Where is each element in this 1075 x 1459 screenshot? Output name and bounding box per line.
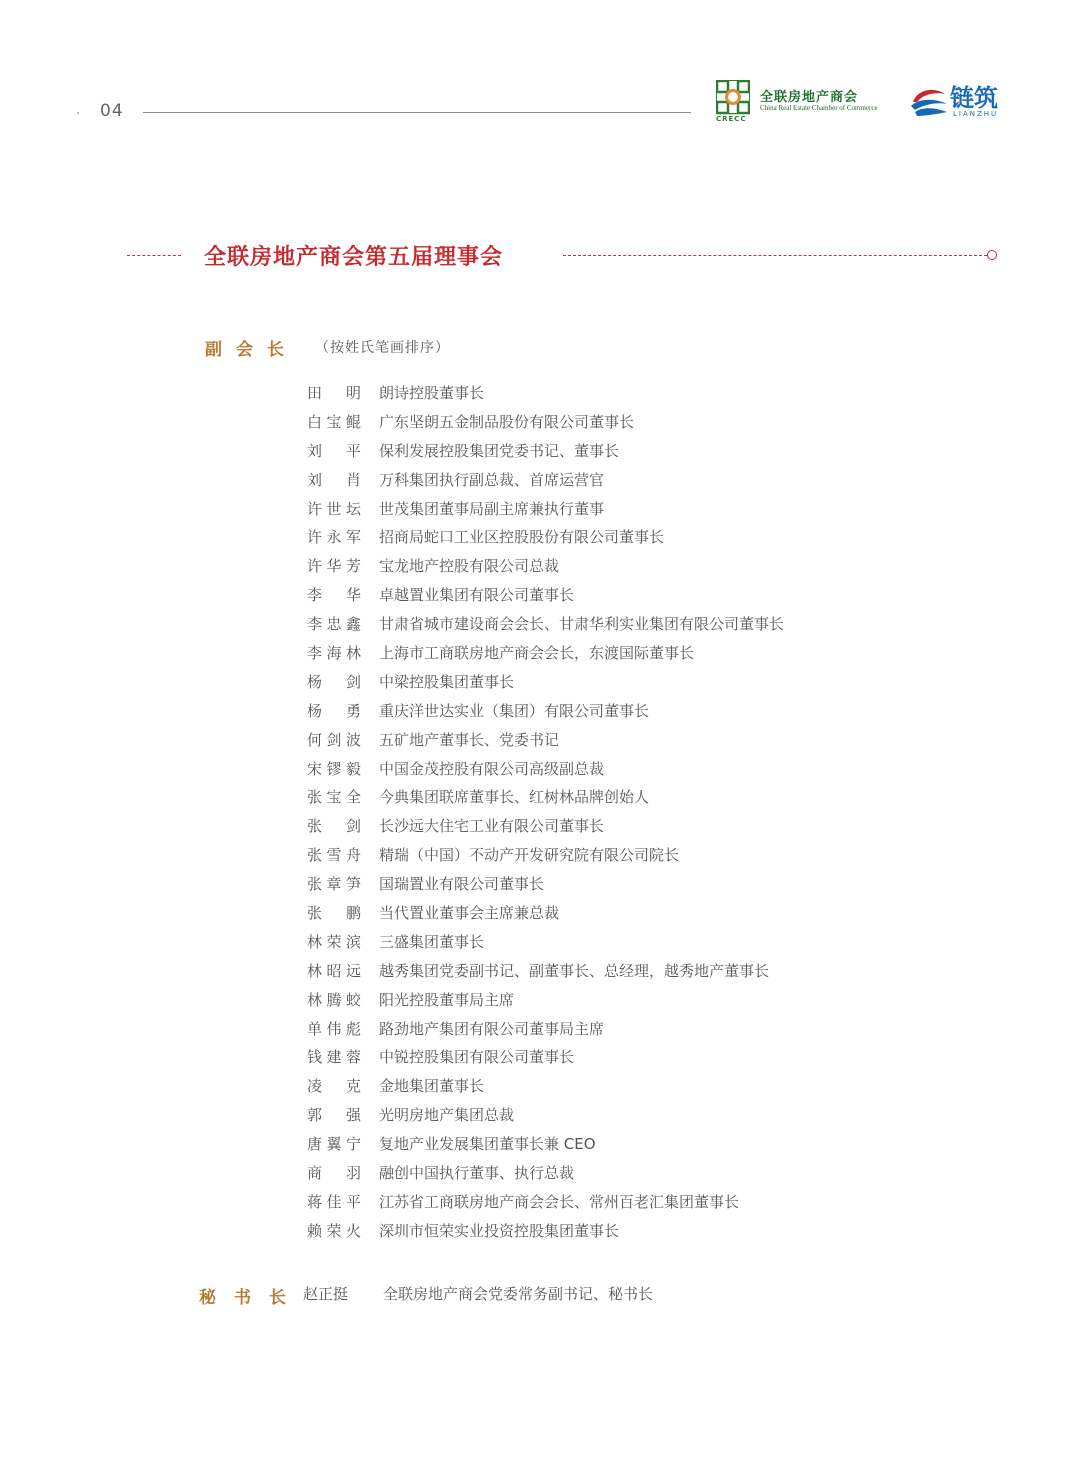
member-name: 单伟彪: [307, 1019, 361, 1038]
member-position: 招商局蛇口工业区控股股份有限公司董事长: [379, 528, 665, 547]
member-position: 长沙远大住宅工业有限公司董事长: [379, 817, 605, 836]
member-position: 广东坚朗五金制品股份有限公司董事长: [379, 412, 635, 431]
member-name: 凌 克: [307, 1077, 361, 1096]
secretary-general-name: 赵正挺: [303, 1285, 349, 1303]
lianzhu-logo-icon: [909, 84, 949, 120]
member-position: 宝龙地产控股有限公司总裁: [379, 557, 560, 576]
member-name: 田 明: [307, 384, 361, 402]
member-name: 刘 肖: [307, 470, 361, 489]
member-position: 三盛集团董事长: [379, 932, 485, 951]
header-rule: [143, 112, 691, 113]
member-position: 国瑞置业有限公司董事长: [379, 875, 545, 894]
member-name: 刘 平: [307, 441, 361, 460]
member-position: 上海市工商联房地产商会会长，东渡国际董事长: [379, 644, 695, 663]
member-name: 蒋佳平: [307, 1192, 361, 1211]
lianzhu-name-en: LIANZHU: [953, 110, 999, 118]
member-name: 杨 勇: [307, 701, 361, 720]
member-name: 李 华: [307, 586, 361, 605]
member-name: 林荣滨: [307, 932, 361, 951]
member-position: 中锐控股集团有限公司董事长: [379, 1048, 575, 1067]
member-position: 保利发展控股集团党委书记、董事长: [379, 441, 620, 460]
member-name: 商 羽: [307, 1164, 361, 1183]
member-position: 当代置业董事会主席兼总裁: [379, 904, 560, 923]
member-position: 融创中国执行董事、执行总裁: [379, 1164, 575, 1183]
lianzhu-name-cn: 链筑: [950, 84, 998, 112]
crecc-logo-icon: [716, 80, 750, 120]
member-position: 越秀集团党委副书记、副董事长、总经理，越秀地产董事长: [379, 961, 770, 980]
member-name: 白宝鲲: [307, 412, 361, 431]
member-name: 唐翼宁: [307, 1135, 361, 1154]
member-position: 甘肃省城市建设商会会长、甘肃华利实业集团有限公司董事长: [379, 615, 785, 634]
member-position: 卓越置业集团有限公司董事长: [379, 586, 575, 605]
member-name: 何剑波: [307, 730, 361, 749]
member-position: 朗诗控股董事长: [379, 384, 485, 402]
crecc-name-cn: 全联房地产商会: [760, 90, 859, 105]
member-name: 张章笋: [307, 875, 361, 894]
title-dash-right: [563, 255, 987, 256]
secretary-general-label: 秘书长: [199, 1288, 304, 1308]
member-position: 精瑞（中国）不动产开发研究院有限公司院长: [379, 846, 680, 865]
member-position: 复地产业发展集团董事长兼 CEO: [379, 1135, 596, 1154]
member-position: 中梁控股集团董事长: [379, 672, 515, 691]
member-position: 阳光控股董事局主席: [379, 990, 515, 1009]
member-name: 林昭远: [307, 961, 361, 980]
crecc-abbr: CRECC: [716, 115, 747, 123]
member-name: 杨 剑: [307, 672, 361, 691]
member-name: 郭 强: [307, 1106, 361, 1125]
member-position: 五矿地产董事长、党委书记: [379, 730, 560, 749]
member-position: 深圳市恒荣实业投资控股集团董事长: [379, 1221, 620, 1240]
member-name: 钱建蓉: [307, 1048, 361, 1067]
title-circle-icon: [987, 250, 997, 260]
member-name: 李海林: [307, 644, 361, 663]
page-number: 04: [100, 101, 124, 121]
member-position: 金地集团董事长: [379, 1077, 485, 1096]
member-name: 张 剑: [307, 817, 361, 836]
member-name: 宋镠毅: [307, 759, 361, 778]
sort-note: （按姓氏笔画排序）: [315, 340, 450, 356]
crecc-name-en: China Real Estate Chamber of Commerce: [760, 104, 878, 112]
member-name: 许世坛: [307, 499, 361, 518]
member-name: 赖荣火: [307, 1221, 361, 1240]
member-name: 张宝全: [307, 788, 361, 807]
member-position: 路劲地产集团有限公司董事局主席: [379, 1019, 605, 1038]
member-name: 许永军: [307, 528, 361, 547]
member-name: 许华芳: [307, 557, 361, 576]
member-position: 光明房地产集团总裁: [379, 1106, 515, 1125]
vice-president-label: 副会长: [205, 340, 298, 360]
member-name: 张雪舟: [307, 846, 361, 865]
member-position: 江苏省工商联房地产商会会长、常州百老汇集团董事长: [379, 1192, 740, 1211]
member-position: 重庆洋世达实业（集团）有限公司董事长: [379, 701, 650, 720]
member-position: 世茂集团董事局副主席兼执行董事: [379, 499, 605, 518]
title-dash-left: [127, 255, 181, 256]
secretary-general-position: 全联房地产商会党委常务副书记、秘书长: [383, 1285, 654, 1303]
page-title: 全联房地产商会第五届理事会: [204, 245, 504, 270]
member-name: 林腾蛟: [307, 990, 361, 1009]
page-dot: [77, 112, 79, 114]
member-name: 李忠鑫: [307, 615, 361, 634]
member-position: 中国金茂控股有限公司高级副总裁: [379, 759, 605, 778]
member-position: 今典集团联席董事长、红树林品牌创始人: [379, 788, 650, 807]
member-name: 张 鹏: [307, 904, 361, 923]
member-position: 万科集团执行副总裁、首席运营官: [379, 470, 605, 489]
